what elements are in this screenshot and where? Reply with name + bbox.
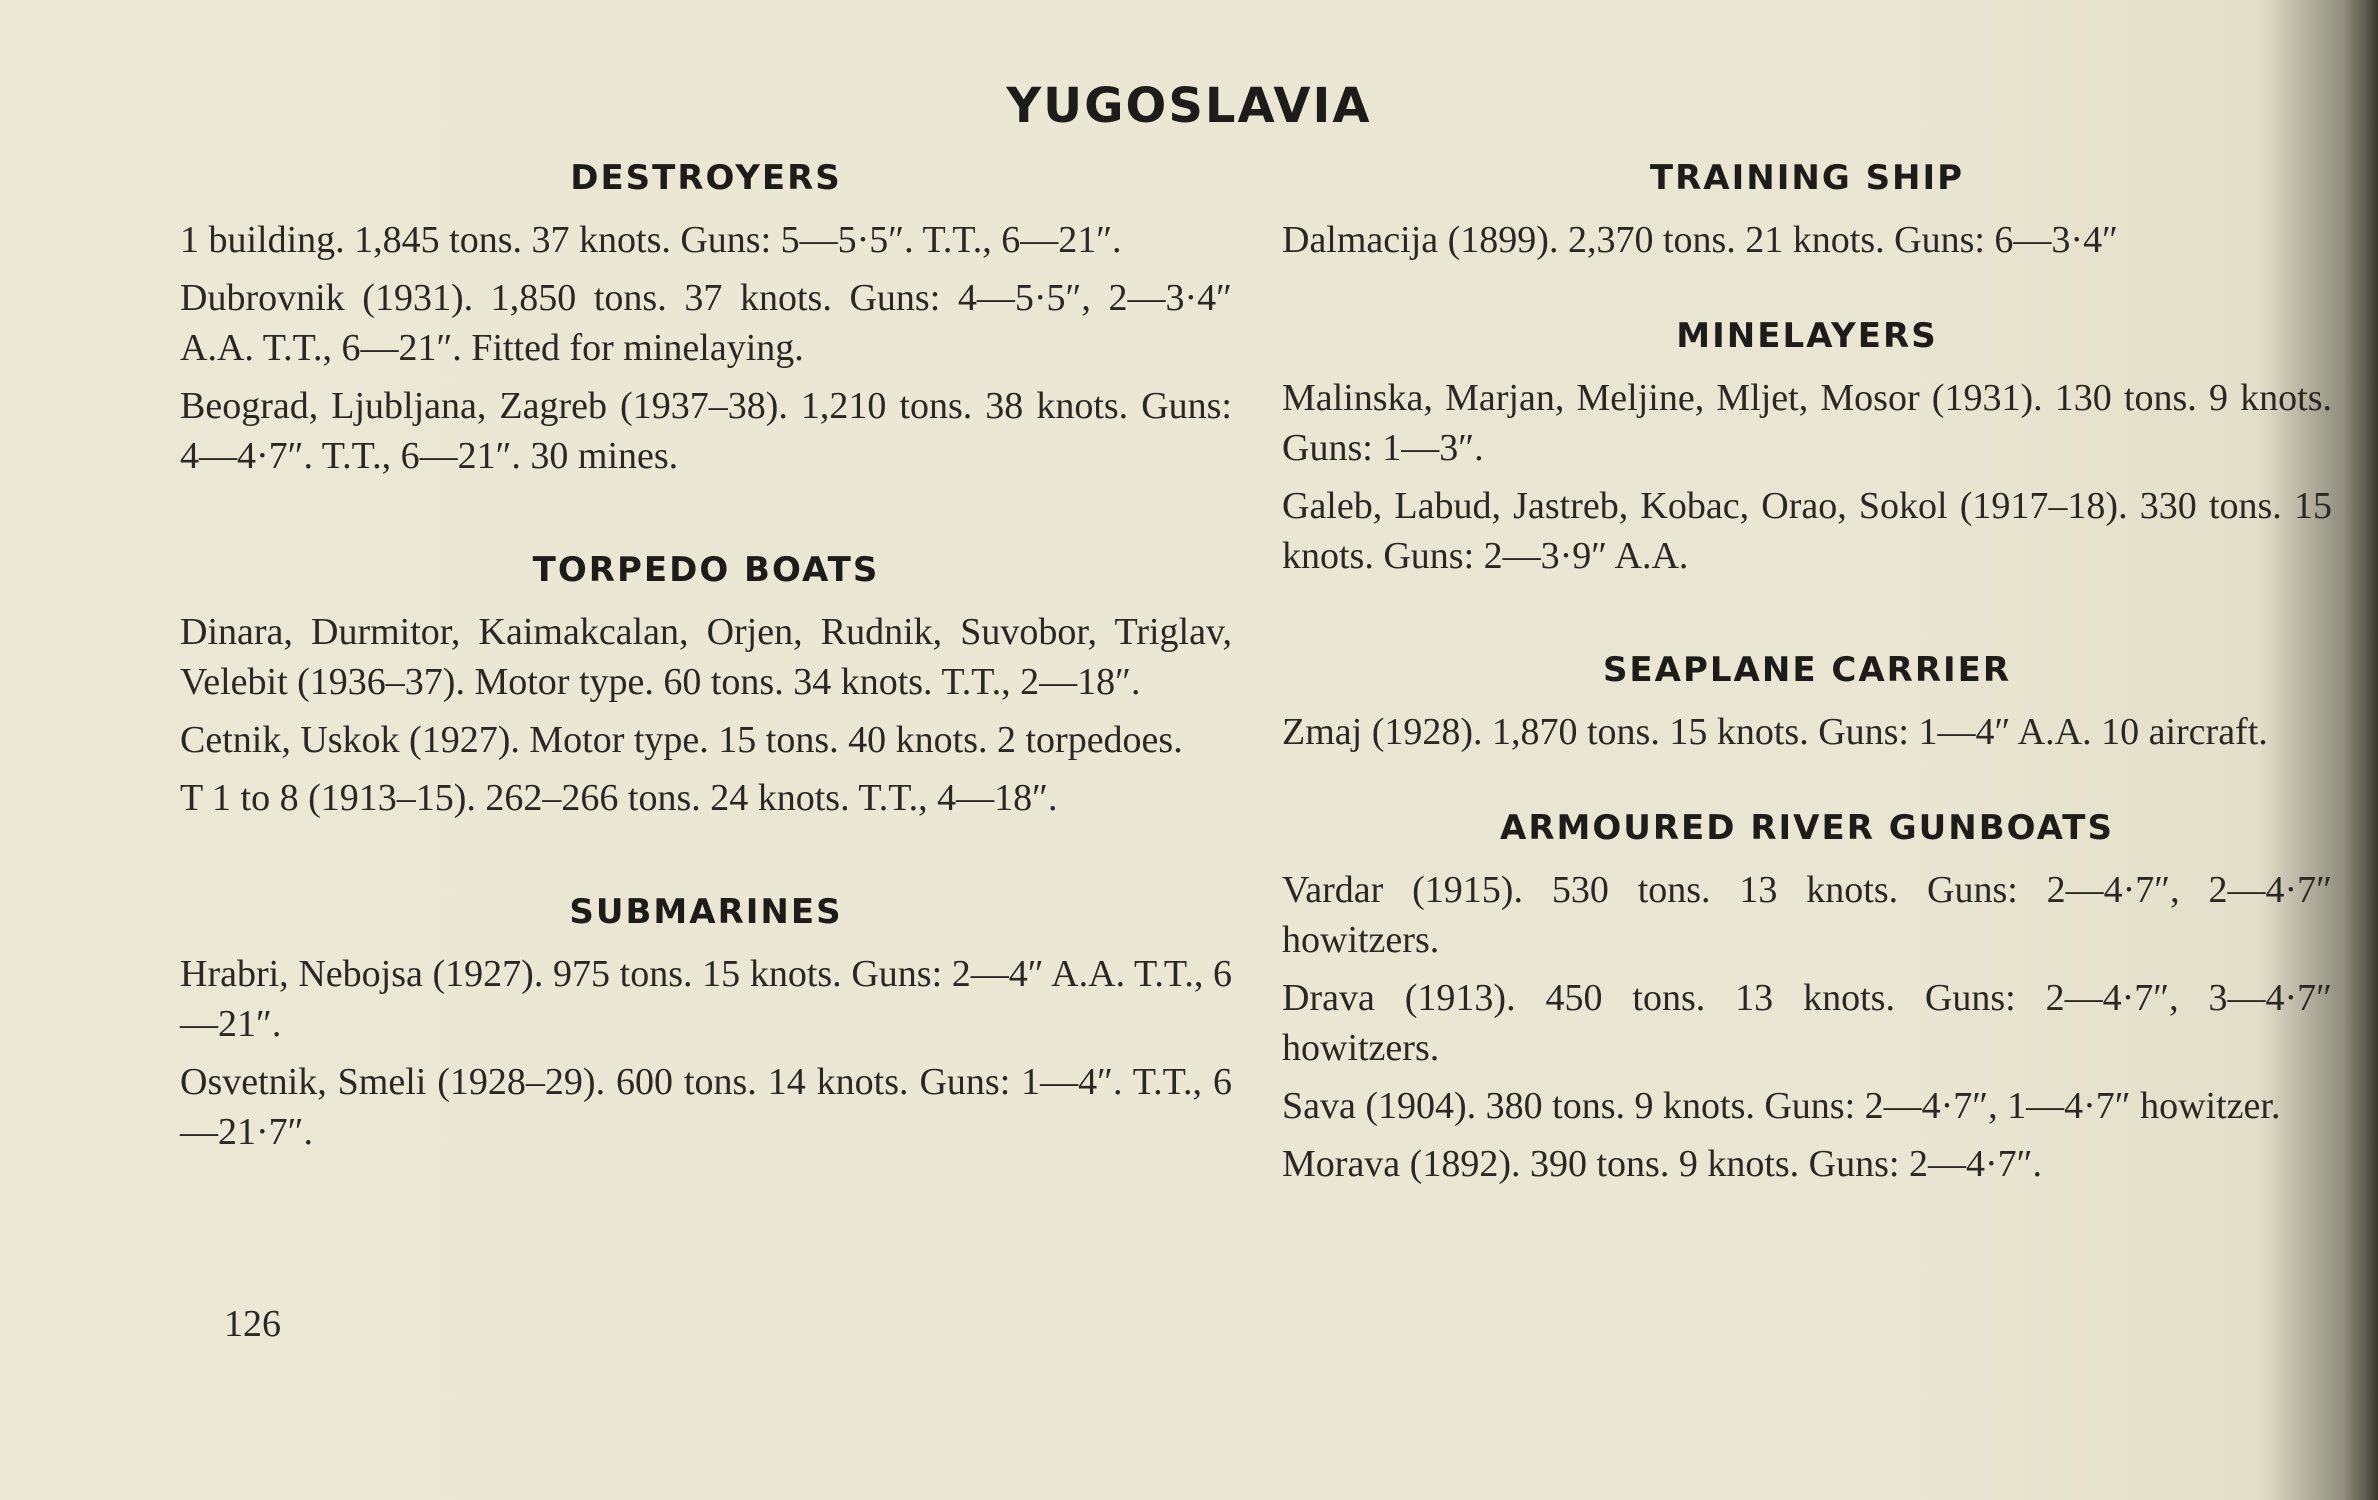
right-column: [1282, 155, 2332, 1197]
entry: Sava (1904). 380 tons. 9 knots. Guns: 2—4·7″, 1—4·7″ howitzer.: [1282, 1085, 2281, 1127]
page-number: 126: [224, 1303, 281, 1345]
section-heading: SEAPLANE CARRIER: [1602, 650, 2012, 690]
section-torpedo-boats: [180, 547, 1232, 823]
section-armoured-river-gunboats: [1282, 805, 2332, 1189]
entry: Dalmacija (1899). 2,370 tons. 21 knots. Guns: 6—3·4″: [1282, 219, 2118, 261]
entry: T 1 to 8 (1913–15). 262–266 tons. 24 knots. T.T., 4—18″.: [180, 777, 1058, 819]
section-heading: MINELAYERS: [1676, 316, 1938, 356]
section-seaplane-carrier: [1282, 647, 2332, 757]
page-title: YUGOSLAVIA: [1006, 78, 1372, 134]
section-minelayers: [1282, 313, 2332, 581]
page-binding-shadow: [2344, 0, 2378, 1500]
section-heading: SUBMARINES: [569, 892, 843, 932]
entry: Dubrovnik (1931). 1,850 tons. 37 knots. Guns: 4—5·5″, 2—3·4″ A.A. T.T., 6—21″. Fitted for minelaying.: [180, 277, 1232, 369]
section-heading: TORPEDO BOATS: [532, 550, 880, 590]
entry: Beograd, Ljubljana, Zagreb (1937–38). 1,210 tons. 38 knots. Guns: 4—4·7″. T.T., 6—21″. 30 mines.: [180, 385, 1232, 477]
entry: Osvetnik, Smeli (1928–29). 600 tons. 14 knots. Guns: 1—4″. T.T., 6—21·7″.: [180, 1061, 1232, 1153]
section-heading: DESTROYERS: [570, 158, 842, 198]
entry: Vardar (1915). 530 tons. 13 knots. Guns: 2—4·7″, 2—4·7″ howitzers.: [1282, 869, 2332, 961]
entry: Dinara, Durmitor, Kaimakcalan, Orjen, Rudnik, Suvobor, Triglav, Velebit (1936–37). Motor type. 60 tons. 34 knots. T.T., 2—18″.: [180, 611, 1232, 703]
entry: Malinska, Marjan, Meljine, Mljet, Mosor (1931). 130 tons. 9 knots. Guns: 1—3″.: [1282, 377, 2332, 469]
entry: Zmaj (1928). 1,870 tons. 15 knots. Guns: 1—4″ A.A. 10 aircraft.: [1282, 711, 2268, 753]
section-training-ship: [1282, 155, 2332, 265]
section-heading: TRAINING SHIP: [1649, 158, 1965, 198]
entry: Drava (1913). 450 tons. 13 knots. Guns: 2—4·7″, 3—4·7″ howitzers.: [1282, 977, 2332, 1069]
left-column: [180, 155, 1232, 1165]
entry: Hrabri, Nebojsa (1927). 975 tons. 15 knots. Guns: 2—4″ A.A. T.T., 6—21″.: [180, 953, 1232, 1045]
section-destroyers: [180, 155, 1232, 481]
section-heading: ARMOURED RIVER GUNBOATS: [1500, 808, 2114, 848]
entry: Cetnik, Uskok (1927). Motor type. 15 tons. 40 knots. 2 torpedoes.: [180, 719, 1183, 761]
entry: 1 building. 1,845 tons. 37 knots. Guns: 5—5·5″. T.T., 6—21″.: [180, 219, 1122, 261]
entry: Morava (1892). 390 tons. 9 knots. Guns: 2—4·7″.: [1282, 1143, 2042, 1185]
section-submarines: [180, 889, 1232, 1157]
entry: Galeb, Labud, Jastreb, Kobac, Orao, Sokol (1917–18). 330 tons. 15 knots. Guns: 2—3·9″ A.A.: [1282, 485, 2332, 577]
